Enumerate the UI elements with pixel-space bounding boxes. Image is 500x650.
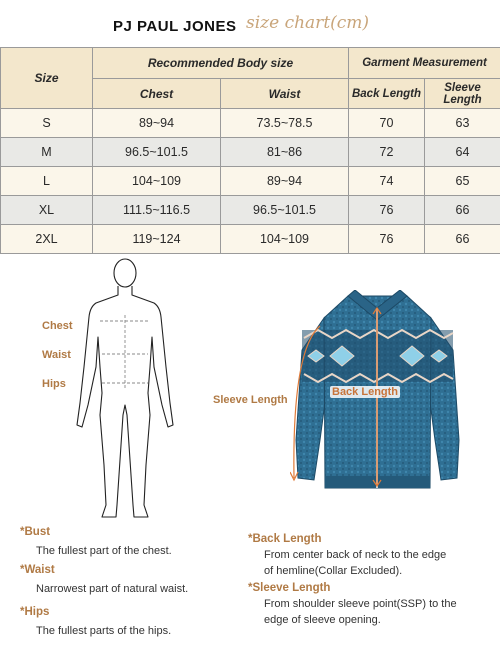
chest-cell: 96.5~101.5 (93, 138, 221, 167)
asterisk-icon: * (20, 606, 25, 618)
body-size-group-header: Recommended Body size (93, 48, 349, 79)
chest-cell: 119~124 (93, 225, 221, 254)
sleeve-length-description-1: From shoulder sleeve point(SSP) to the (264, 598, 457, 610)
waist-title: Waist (24, 564, 55, 576)
sleeve-cell: 66 (425, 196, 500, 225)
sleeve-cell: 64 (425, 138, 500, 167)
garment-group-header: Garment Measurement (349, 48, 500, 79)
sleeve-cell: 65 (425, 167, 500, 196)
back-cell: 76 (349, 196, 425, 225)
size-cell: XL (1, 196, 93, 225)
chest-cell: 89~94 (93, 109, 221, 138)
back-cell: 72 (349, 138, 425, 167)
table-row (1, 196, 500, 225)
bust-note (20, 526, 172, 559)
sleeve-length-header: Sleeve Length (425, 79, 500, 109)
chest-cell: 111.5~116.5 (93, 196, 221, 225)
waist-label: Waist (42, 349, 71, 361)
waist-note (20, 564, 188, 597)
sleeve-length-title: Sleeve Length (252, 582, 331, 594)
size-table (0, 47, 500, 254)
back-length-description-1: From center back of neck to the edge (264, 549, 447, 561)
back-length-note (248, 533, 446, 579)
sleeve-length-note (248, 582, 457, 628)
table-row (1, 109, 500, 138)
table-row (1, 225, 500, 254)
size-header: Size (1, 48, 93, 109)
waist-description: Narrowest part of natural waist. (36, 583, 189, 595)
hips-title: Hips (24, 606, 50, 618)
asterisk-icon: * (20, 564, 25, 576)
back-length-header: Back Length (349, 79, 425, 109)
sleeve-length-description-2: edge of sleeve opening. (264, 614, 381, 626)
table-row (1, 167, 500, 196)
sleeve-cell: 63 (425, 109, 500, 138)
asterisk-icon: * (248, 533, 253, 545)
waist-cell: 104~109 (221, 225, 349, 254)
asterisk-icon: * (248, 582, 253, 594)
back-cell: 76 (349, 225, 425, 254)
waist-cell: 81~86 (221, 138, 349, 167)
size-chart-script-title: size chart(cm) (246, 13, 370, 33)
waist-cell: 96.5~101.5 (221, 196, 349, 225)
asterisk-icon: * (20, 526, 25, 538)
sleeve-cell: 66 (425, 225, 500, 254)
hips-description: The fullest parts of the hips. (36, 625, 172, 637)
waist-header: Waist (221, 79, 349, 109)
brand-name: PJ PAUL JONES (113, 18, 237, 35)
size-cell: L (1, 167, 93, 196)
back-cell: 70 (349, 109, 425, 138)
bust-title: Bust (24, 526, 51, 538)
chest-label: Chest (42, 320, 73, 332)
waist-cell: 73.5~78.5 (221, 109, 349, 138)
waist-cell: 89~94 (221, 167, 349, 196)
size-cell: 2XL (1, 225, 93, 254)
sleeve-length-label: Sleeve Length (213, 394, 288, 406)
chest-header: Chest (93, 79, 221, 109)
back-cell: 74 (349, 167, 425, 196)
chart-title (0, 6, 500, 42)
bust-description: The fullest part of the chest. (36, 545, 172, 557)
body-outline-figure (60, 255, 190, 523)
chest-cell: 104~109 (93, 167, 221, 196)
hips-note (20, 606, 171, 639)
hips-label: Hips (42, 378, 66, 390)
table-row (1, 138, 500, 167)
back-length-description-2: of hemline(Collar Excluded). (264, 565, 403, 577)
back-length-title: Back Length (252, 533, 322, 545)
size-cell: M (1, 138, 93, 167)
size-cell: S (1, 109, 93, 138)
back-length-label: Back Length (332, 386, 399, 398)
